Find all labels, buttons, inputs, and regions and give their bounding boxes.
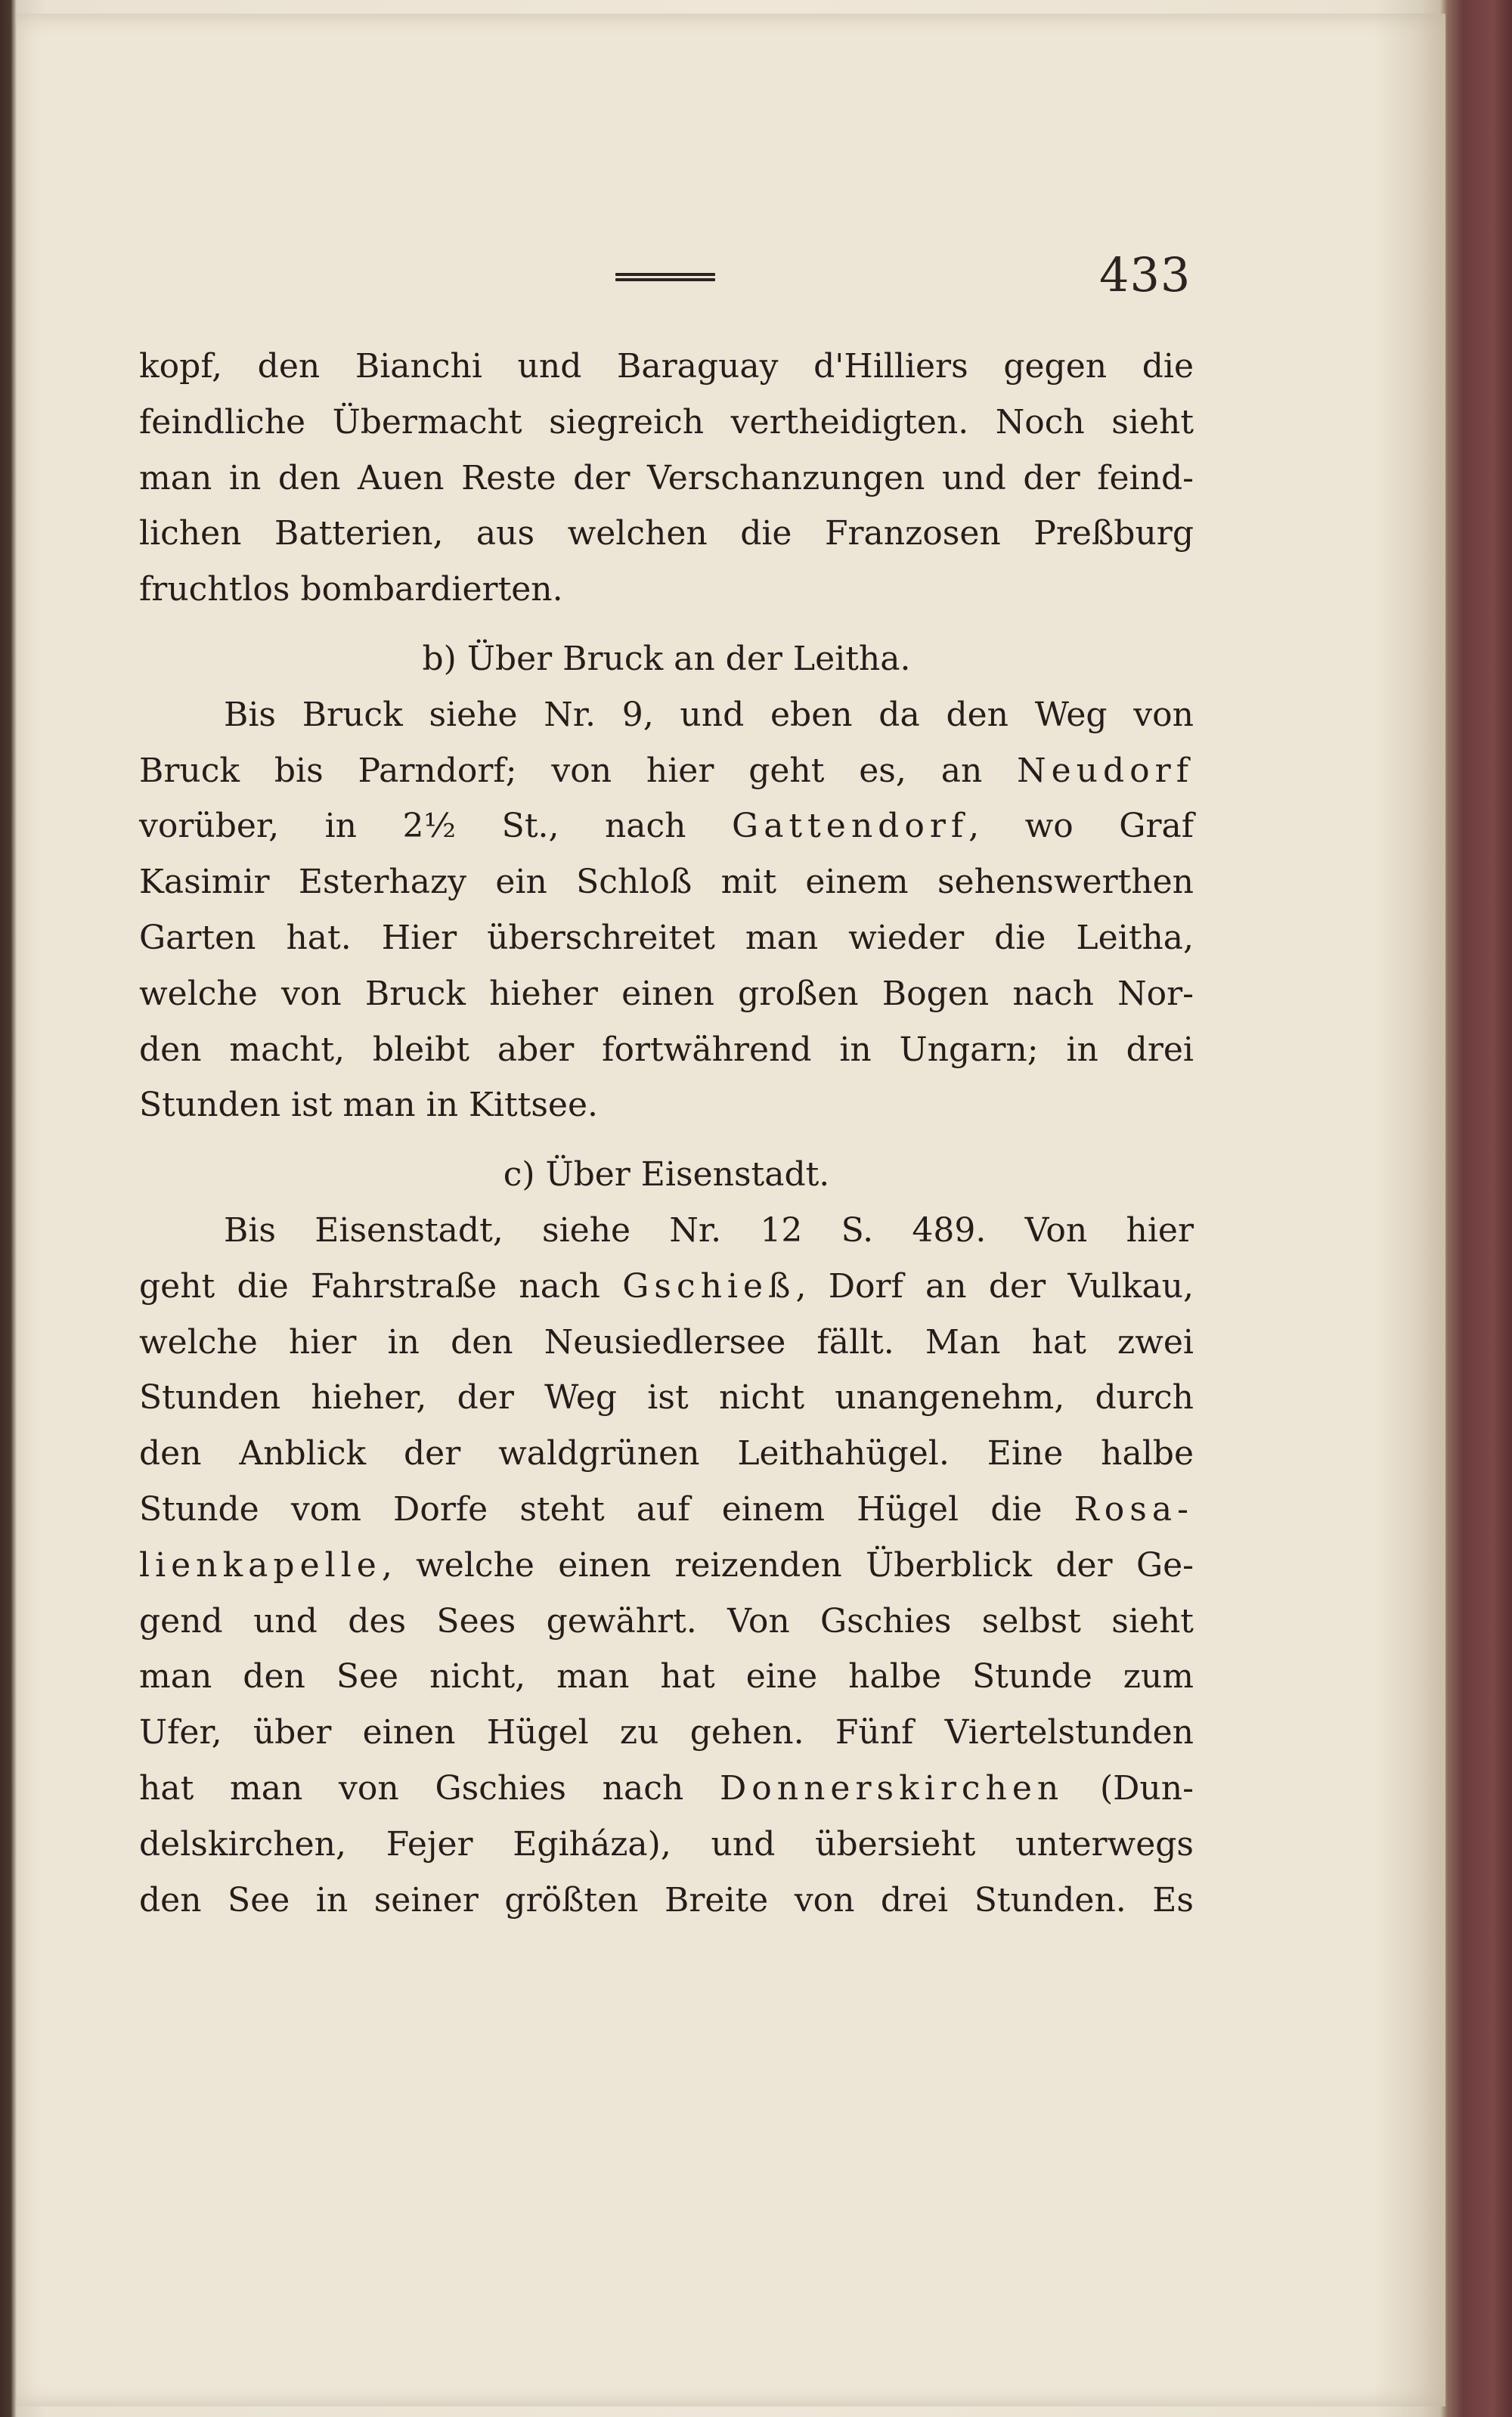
page-number: 433 — [1099, 247, 1191, 302]
place-name: Gattendorf — [732, 807, 969, 846]
paragraph-1 — [139, 339, 1194, 618]
place-name: Neudorf — [1017, 751, 1194, 790]
text-line: lichen Batterien, aus welchen die Franzosen Preßburg — [139, 514, 1194, 553]
book-page — [17, 14, 1445, 2406]
header-rule — [615, 273, 715, 284]
text-line: Stunden ist man in Kittsee. — [139, 1086, 598, 1125]
text-line: geht die Fahrstraße nach Gschieß, Dorf an der Vulkau, — [139, 1266, 1194, 1306]
section-c-heading: c) Über Eisenstadt. — [503, 1155, 830, 1195]
text-line: Stunden hieher, der Weg ist nicht unangenehm, durch — [139, 1378, 1194, 1418]
text-line: feindliche Übermacht siegreich vertheidigten. Noch sieht — [139, 402, 1194, 442]
text-line: Bis Eisenstadt, siehe Nr. 12 S. 489. Von hier — [224, 1210, 1194, 1250]
text-line: den macht, bleibt aber fortwährend in Ungarn; in drei — [139, 1030, 1194, 1069]
text-line: Kasimir Esterhazy ein Schloß mit einem sehenswerthen — [139, 863, 1194, 902]
text-line: vorüber, in 2½ St., nach Gattendorf, wo Graf — [139, 807, 1194, 846]
text-line: Ufer, über einen Hügel zu gehen. Fünf Viertelstunden — [139, 1713, 1194, 1752]
text-line: hat man von Gschies nach Donnerskirchen (Dun- — [139, 1768, 1194, 1808]
text-line: man in den Auen Reste der Verschanzungen und der feind- — [139, 458, 1194, 497]
text-line: gend und des Sees gewährt. Von Gschies selbst sieht — [139, 1601, 1194, 1641]
page-header — [17, 244, 1445, 305]
text-line: man den See nicht, man hat eine halbe Stunde zum — [139, 1657, 1194, 1697]
text-line: Bruck bis Parndorf; von hier geht es, an Neudorf — [139, 751, 1194, 790]
text-line: Bis Bruck siehe Nr. 9, und eben da den Weg von — [224, 695, 1194, 734]
place-name: Rosa- — [1074, 1489, 1194, 1529]
text-line: delskirchen, Fejer Egiháza), und übersieht unterwegs — [139, 1824, 1194, 1864]
text-line: kopf, den Bianchi und Baraguay d'Hilliers gegen die — [139, 347, 1194, 386]
section-b — [139, 631, 1194, 1133]
text-line: den Anblick der waldgrünen Leithahügel. Eine halbe — [139, 1434, 1194, 1473]
text-line: Garten hat. Hier überschreitet man wieder die Leitha, — [139, 918, 1194, 957]
section-c — [139, 1147, 1194, 1928]
place-name: lienkapelle — [139, 1545, 382, 1585]
page-body — [139, 339, 1194, 1928]
text-line: welche von Bruck hieher einen großen Bogen nach Nor- — [139, 974, 1194, 1013]
text-line: Stunde vom Dorfe steht auf einem Hügel die Rosa- — [139, 1489, 1194, 1529]
text-line: fruchtlos bombardierten. — [139, 570, 563, 609]
place-name: Gschieß — [622, 1266, 796, 1306]
page-edge-shadow — [1374, 14, 1445, 2406]
text-line: lienkapelle, welche einen reizenden Überblick der Ge- — [139, 1545, 1194, 1585]
text-line: welche hier in den Neusiedlersee fällt. Man hat zwei — [139, 1322, 1194, 1362]
section-b-heading: b) Über Bruck an der Leitha. — [422, 639, 911, 678]
place-name: Donnerskirchen — [719, 1768, 1064, 1808]
text-line: den See in seiner größten Breite von drei Stunden. Es — [139, 1880, 1194, 1920]
